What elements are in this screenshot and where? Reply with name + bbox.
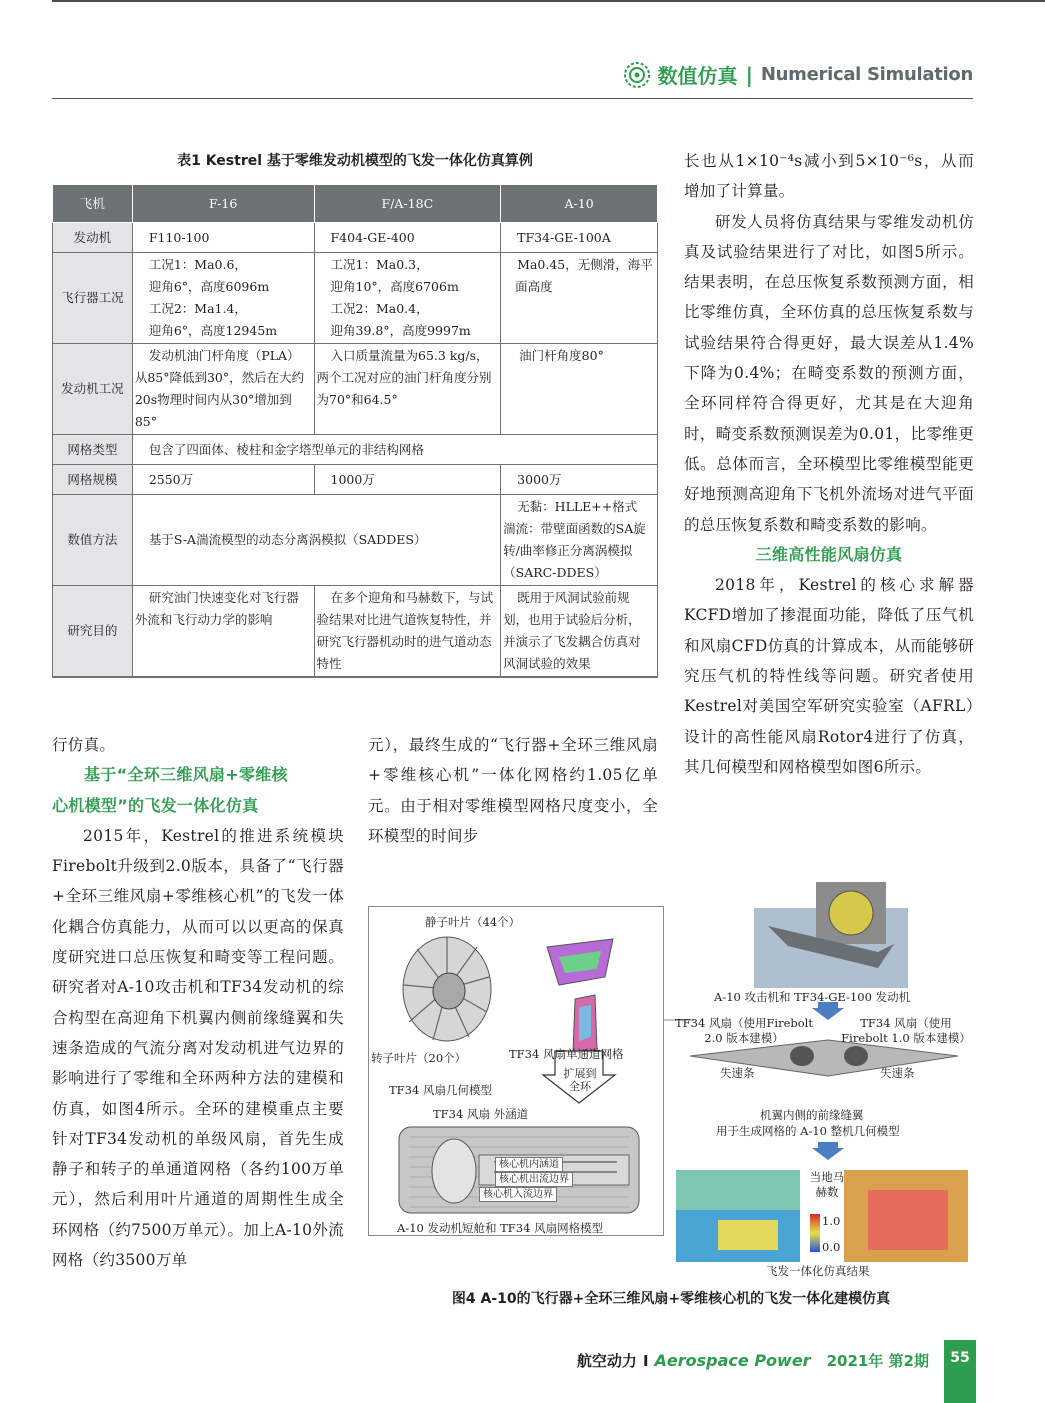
table-cell [501,253,658,344]
cell-line: 迎角6°，高度6096m [148,279,270,294]
header-cell: 飞机 [53,185,133,223]
table-row [53,465,658,495]
table-cell: 基于S-A湍流模型的动态分离涡模拟（SADDES） [132,495,500,586]
table-cell: F110-100 [132,223,314,253]
table-title: 表1 Kestrel 基于零维发动机模型的飞发一体化仿真算例 [177,153,533,169]
single-passage-label: TF34 风扇单通道网格 [509,1047,624,1061]
stall-strip-right-label: 失速条 [880,1066,915,1080]
journal-name-cn: 航空动力 [576,1352,637,1370]
table-cell: F404-GE-400 [314,223,501,253]
cell-line: 工况1：Ma0.6， [148,257,247,272]
table-header-row [53,185,658,223]
row-label: 发动机工况 [53,344,133,435]
paragraph: 2015年，Kestrel的推进系统模块Firebolt升级到2.0版本，具备了“飞行器+全环三维风扇+零维核心机”的飞发一体化耦合仿真能力，从而可以以更高的保真度研究进口总压恢复和畸变等工程问题。研究者对A-10攻击机和TF34发动机的综合构型在高迎角下机翼内侧前缘缝翼和失速条造成的气流分离对发动机进气边界的影响进行了零维和全环两种方法的建模和仿真，如图4所示。全环的建模重点主要针对TF34发动机的单级风扇，首先生成静子和转子的单通道网格（各约100万单元），然后利用叶片通道的周期性生成全环网格（约7500万单元）。加上A-10外流网格（约3500万单 [52,826,344,1270]
local-mach-label: 当地马赫数 [809,1170,845,1199]
table-cell: 研究油门快速变化对飞行器外流和飞行动力学的影响 [132,586,314,678]
simulation-cases-table [52,184,658,678]
paragraph: 元），最终生成的“飞行器+全环三维风扇+零维核心机”一体化网格约1.05亿单元。由于相对零维模型网格尺度变小，全环模型的时间步 [368,736,658,845]
column-right [684,146,974,782]
top-border-rule [52,0,1045,2]
table-cell: 包含了四面体、棱柱和金字塔型单元的非结构网格 [132,435,657,465]
swirl-logo-icon [624,62,650,88]
aircraft-illustration [668,880,974,1278]
issue-label: 2021年 第2期 [826,1352,929,1370]
row-label: 飞行器工况 [53,253,133,344]
color-scale-bar [810,1214,820,1252]
column-middle [368,730,658,851]
stall-strip-left-label: 失速条 [720,1066,755,1080]
section-title-cn: 数值仿真 [657,64,738,88]
whole-model-label: 用于生成网格的 A-10 整机几何模型 [716,1124,900,1138]
table-row [53,435,658,465]
scale-min-label: 0.0 [822,1240,841,1254]
figure-caption: 图4 A-10的飞行器+全环三维风扇+零维核心机的飞发一体化建模仿真 [451,1291,891,1307]
table-cell: 1000万 [314,465,501,495]
cell-line: 迎角39.8°，高度9997m [330,323,471,338]
stator-label: 静子叶片（44个） [425,915,521,929]
row-label: 网格类型 [53,435,133,465]
core-inner-label: 核心机内涵道 [495,1157,563,1172]
down-arrow-icon [812,1142,844,1160]
row-label: 发动机 [53,223,133,253]
header-cell: F-16 [132,185,314,223]
cell-line: 迎角10°，高度6706m [330,279,459,294]
table-cell: 2550万 [132,465,314,495]
cell-line: Ma0.45，无侧滑，海平面高度 [515,257,653,294]
table-row [53,253,658,344]
page-number: 55 [944,1340,976,1403]
table-cell: 3000万 [501,465,658,495]
table-cell: 既用于风洞试验前规划，也用于试验后分析，并演示了飞发耦合仿真对风洞试验的效果 [501,586,658,678]
fan-face-graphic [432,1139,476,1203]
slat-label: 机翼内侧的前缘缝翼 [760,1108,864,1122]
header-cell: F/A-18C [314,185,501,223]
row-label: 网格规模 [53,465,133,495]
a10-engine-label: A-10 攻击机和 TF34-GE-100 发动机 [714,990,911,1004]
table-cell: 无黏：HLLE++格式 湍流：带壁面函数的SA旋转/曲率修正分离涡模拟（SARC-DDES） [501,495,658,586]
core-exit-label: 核心机出流边界 [495,1172,573,1187]
fan-bypass-label: TF34 风扇 外涵道 [433,1107,529,1121]
page-header [624,60,973,89]
core-inlet-label: 核心机入流边界 [479,1187,557,1202]
figure-4 [368,880,974,1278]
paragraph: 研发人员将仿真结果与零维发动机仿真及试验结果进行了对比，如图5所示。结果表明，在总压恢复系数预测方面，相比零维仿真，全环仿真的总压恢复系数与试验结果符合得更好，最大误差从1.4%下降为0.4%；在畸变系数的预测方面，全环同样符合得更好，尤其是在大迎角时，畸变系数预测误差为0.01，比零维更低。总体而言，全环模型比零维模型能更好地预测高迎角下飞机外流场对进气平面的总压恢复系数和畸变系数的影响。 [684,212,974,534]
fb1-label: TF34 风扇（使用Firebolt 1.0 版本建模） [841,1016,971,1045]
geometry-label: TF34 风扇几何模型 [389,1083,492,1097]
result-label: 飞发一体化仿真结果 [766,1264,870,1278]
fan-geometry-graphic [403,937,491,1041]
section-title-en: Numerical Simulation [760,64,973,85]
paragraph: 2018年，Kestrel的核心求解器KCFD增加了掺混面功能，降低了压气机和风扇CFD仿真的计算成本，从而能够研究压气机的特性线等问题。研究者使用Kestrel对美国空军研究实验室（AFRL）设计的高性能风扇Rotor4进行了仿真，其几何模型和网格模型如图6所示。 [684,576,974,776]
fan-mesh-panel [368,906,664,1236]
section-heading: 基于“全环三维风扇+零维核 [84,765,288,785]
row-label: 研究目的 [53,586,133,678]
table-cell: 在多个迎角和马赫数下，与试验结果对比进气道恢复特性，并研究飞行器机动时的进气道动态特性 [314,586,501,678]
cell-line: 迎角6°，高度12945m [148,323,278,338]
single-passage-blades [547,939,613,1053]
nacelle-label: A-10 发动机短舱和 TF34 风扇网格模型 [397,1221,604,1235]
expand-label: 扩展到全环 [563,1067,597,1093]
page-footer [577,1350,929,1371]
fb2-label: TF34 风扇（使用Firebolt 2.0 版本建模） [675,1016,813,1045]
table-row [53,344,658,435]
header-rule [52,98,973,99]
cell-line: 工况1：Ma0.3， [330,257,429,272]
table-row [53,495,658,586]
column-left [52,730,344,1275]
table-cell [314,253,501,344]
header-separator: | [745,62,753,87]
header-cell: A-10 [501,185,658,223]
paragraph: 长也从1×10⁻⁴s减小到5×10⁻⁶s，从而增加了计算量。 [684,152,974,201]
row-label: 数值方法 [53,495,133,586]
section-heading: 心机模型”的飞发一体化仿真 [52,795,259,815]
table-row [53,586,658,678]
cell-line: 工况2：Ma0.4， [330,301,429,316]
paragraph: 行仿真。 [52,736,116,754]
table-cell: 发动机油门杆角度（PLA）从85°降低到30°，然后在大约20s物理时间内从30°增加到85° [132,344,314,435]
table-row [53,223,658,253]
table-cell [132,253,314,344]
cell-line: 工况2：Ma1.4， [148,301,247,316]
table-cell: 油门杆角度80° [501,344,658,435]
scale-max-label: 1.0 [822,1214,841,1228]
footer-separator: I [642,1352,649,1370]
section-heading: 三维高性能风扇仿真 [755,544,903,564]
journal-name-en: Aerospace Power [654,1351,811,1370]
rotor-label: 转子叶片（20个） [371,1051,467,1065]
table-cell: 入口质量流量为65.3 kg/s，两个工况对应的油门杆角度分别为70°和64.5° [314,344,501,435]
table-cell: TF34-GE-100A [501,223,658,253]
